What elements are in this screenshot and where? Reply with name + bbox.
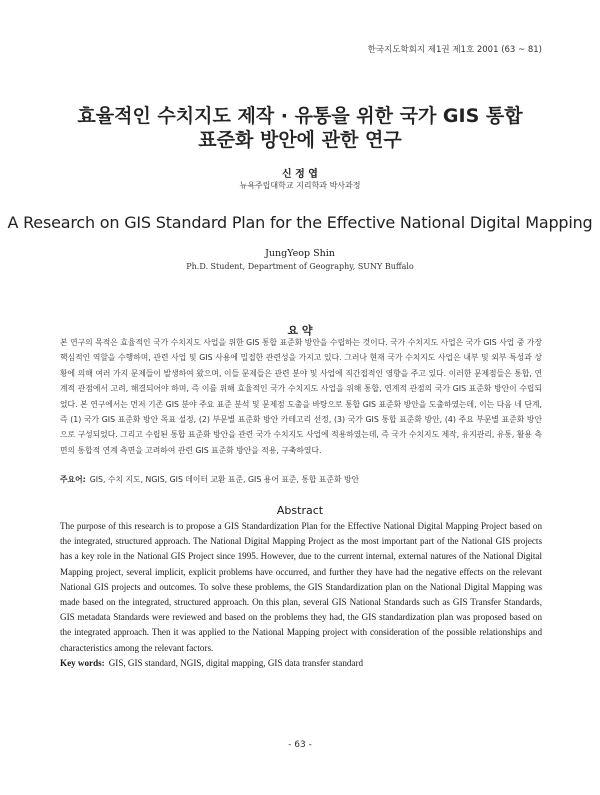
affiliation-korean: 뉴욕주립대학교 지리학과 박사과정 <box>239 181 361 190</box>
english-abstract-heading: Abstract <box>276 504 324 517</box>
korean-abstract-body: 본 연구의 목적은 효율적인 국가 수치지도 사업을 위한 GIS 통합 표준화 방안을 수립하는 것이다. 국가 수치지도 사업은 국가 GIS 사업 중 가장 핵심적인 역할을 수행하며, 관련 사업 및 GIS 사용에 밀접한 관련성을 가지고 있다. 그러나 현재 국가 수치지도 사업은 내부 및 외부 특성과 상황에 의해 여러 가지 문제들이 발생하여 왔으며, 이들 문제들은 관련 분야 및 사업에 직간접적인 영향을 주고 있다. 이러한 문제점들은 통합, 연계적 관점에서 고려, 해결되어야 하며, 즉 이를 위해 효율적인 국가 수치지도 사업을 위해 통합, 연계적 관점의 국가 GIS 표준화 방안이 수립되었다. 본 연구에서는 먼저 기존 GIS 분야 주요 표준 분석 및 문제점 도출을 바탕으로 통합 GIS 표준화 방안을 도출하였는데, 이는 다음 네 단계, 즉 (1) 국가 GIS 표준화 방안 목표 설정, (2) 부문별 표준화 방안 카테고리 선정, (3) 국가 GIS 통합 표준화 방안, (4) 주요 부문별 표준화 방안으로 구성되었다. 그리고 수립된 통합 표준화 방안을 관련 국가 수치지도 사업에 적용하였는데, 즉 국가 수치지도 제작, 유지관리, 유통, 활용 측면의 통합적 연계 측면을 고려하여 관련 GIS 표준화 방안을 적용, 구축하였다. <box>60 338 542 455</box>
author-english: JungYeop Shin <box>265 248 335 259</box>
english-title: A Research on GIS Standard Plan for the Effective National Digital Mapping <box>7 213 593 232</box>
affiliation-english: Ph.D. Student, Department of Geography, SUNY Buffalo <box>186 262 414 271</box>
korean-title-line-1: 효율적인 수치지도 제작 · 유통을 위한 국가 GIS 통합 <box>77 105 523 127</box>
author-korean: 신 정 엽 <box>282 169 318 180</box>
korean-keywords <box>60 474 542 485</box>
english-keywords <box>60 658 542 668</box>
korean-abstract-heading: 요 약 <box>287 324 313 337</box>
english-abstract-body: The purpose of this research is to propose a GIS Standardization Plan for the Effective National Digital Mapping Project based on the integrated, structured approach. The National Digital Mapping Project as the most important part of the National GIS projects has a key role in the National GIS Project since 1995. However, due to the current internal, external natures of the National Digital Mapping project, several implicit, explicit problems have occurred, and further they have had the negative effects on the relevant National GIS projects and outcomes. To solve these problems, the GIS Standardization plan on the National Digital Mapping was made based on the integrated, structured approach. On this plan, several GIS National Standards such as GIS Transfer Standards, GIS metadata Standards were reviewed and based on the problems they had, the GIS standardization plan was proposed based on the integrated approach. Then it was applied to the National Mapping project with consideration of the possible relationships and characteristics among the relevant factors. <box>60 521 542 653</box>
page-number: - 63 - <box>288 740 312 750</box>
korean-keywords-label: 주요어: <box>60 475 86 484</box>
korean-keywords-list: GIS, 수치 지도, NGIS, GIS 데이터 교환 표준, GIS 용어 표준, 통합 표준화 방안 <box>89 475 360 484</box>
korean-title-line-2: 표준화 방안에 관한 연구 <box>198 129 402 151</box>
journal-header: 한국지도학회지 제1권 제1호 2001 (63 ~ 81) <box>367 45 542 55</box>
english-keywords-list: GIS, GIS standard, NGIS, digital mapping, GIS data transfer standard <box>108 658 364 668</box>
english-keywords-label: Key words: <box>60 658 105 668</box>
